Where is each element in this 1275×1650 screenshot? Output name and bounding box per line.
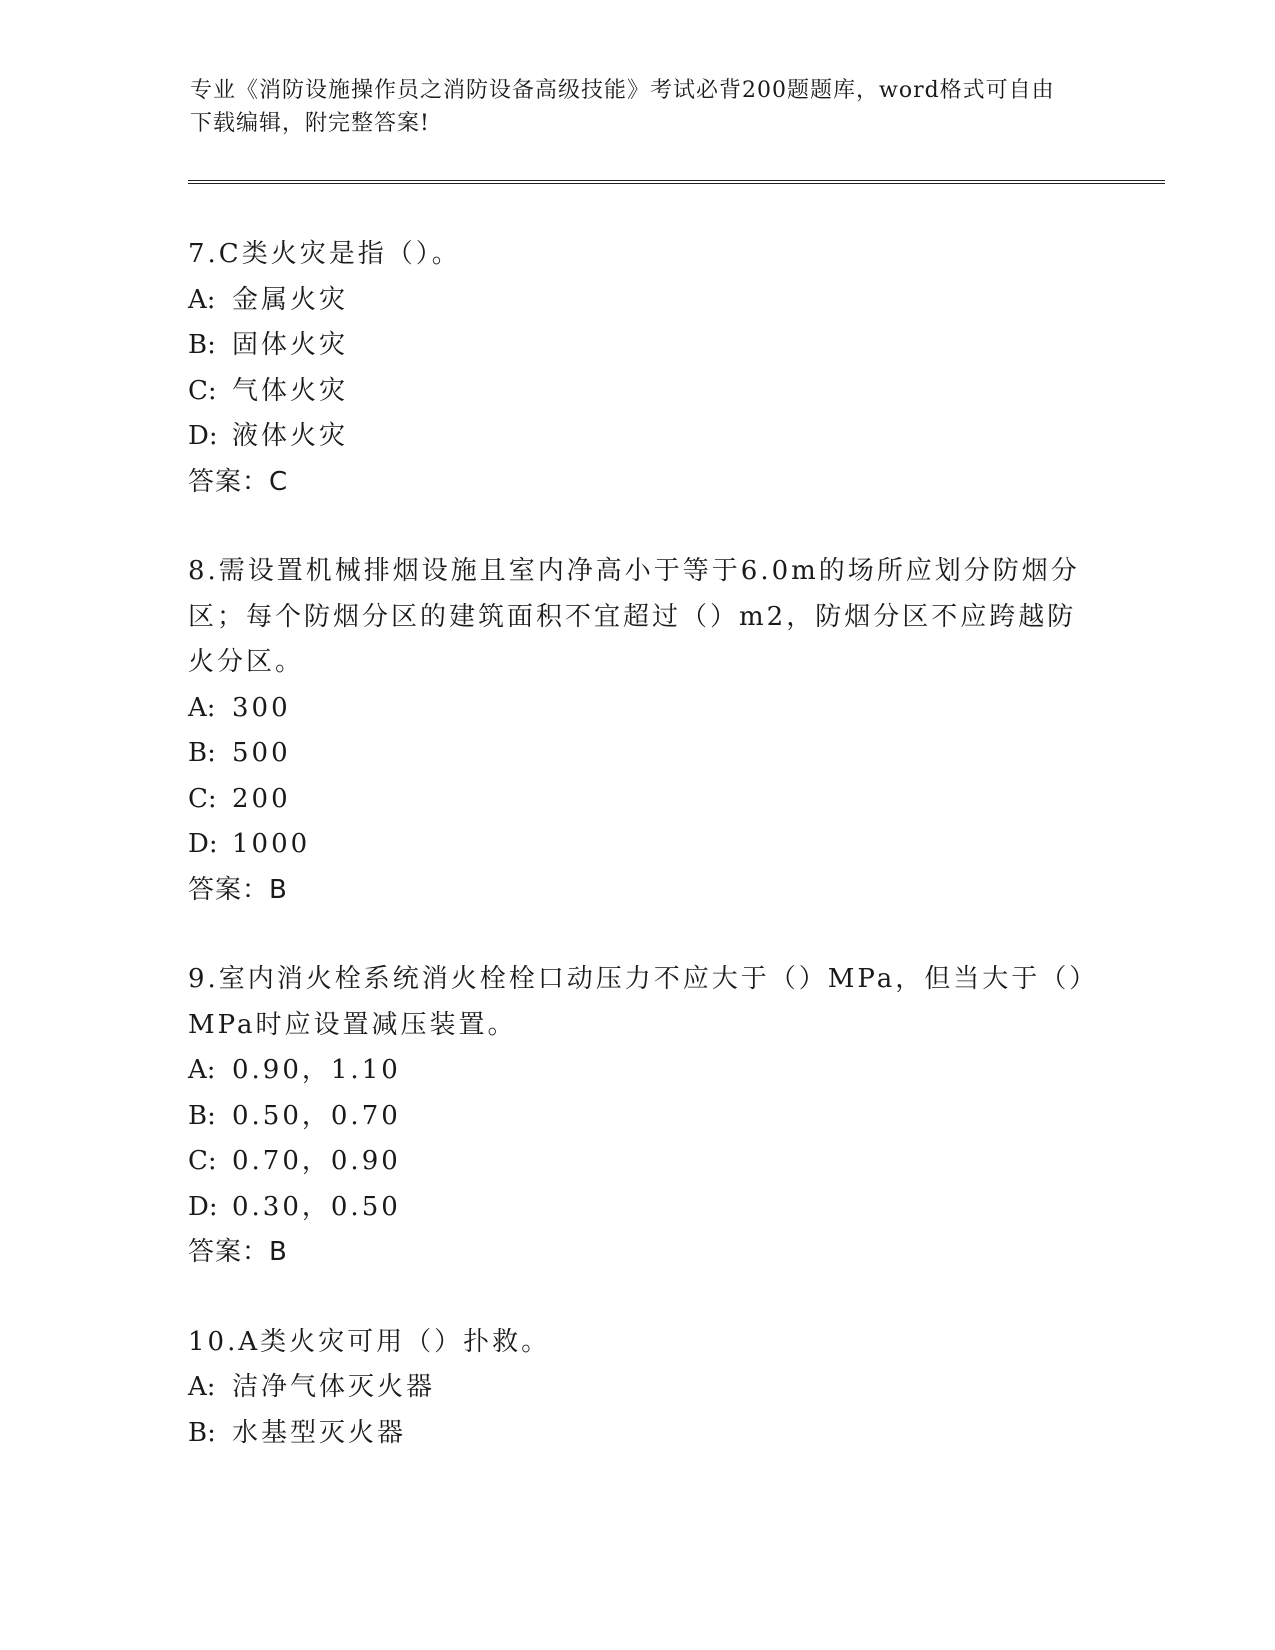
option-text: 0.90，1.10 [232, 1055, 401, 1085]
option-c [188, 369, 1088, 415]
question-7 [188, 232, 1088, 505]
option-letter: C: [188, 375, 217, 406]
option-d [188, 1185, 1088, 1231]
option-a [188, 278, 1088, 324]
option-c [188, 1139, 1088, 1185]
question-stem: 8.需设置机械排烟设施且室内净高小于等于6.0m的场所应划分防烟分区；每个防烟分区的建筑面积不宜超过（）m2，防烟分区不应跨越防火分区。 [188, 556, 1080, 677]
option-letter: B: [188, 1100, 216, 1131]
option-d [188, 822, 1088, 868]
answer-line: 答案：B [188, 874, 288, 905]
option-letter: B: [188, 1417, 216, 1448]
option-text: 0.30，0.50 [232, 1191, 401, 1222]
option-a [188, 1048, 1088, 1094]
option-a [188, 1365, 1088, 1411]
option-text: 洁净气体灭火器 [232, 1372, 436, 1402]
option-letter: D: [188, 829, 218, 859]
option-text: 金属火灾 [232, 284, 349, 315]
option-letter: D: [188, 1191, 218, 1222]
document-header: 专业《消防设施操作员之消防设备高级技能》考试必背200题题库，word格式可自由下载编辑，附完整答案! [190, 78, 1055, 136]
question-stem: 9.室内消火栓系统消火栓栓口动压力不应大于（）MPa，但当大于（）MPa时应设置减压装置。 [188, 964, 1086, 1040]
option-b [188, 731, 1088, 777]
option-d [188, 414, 1088, 460]
option-letter: A: [188, 1055, 216, 1085]
answer-line: 答案：C [188, 466, 289, 497]
question-stem: 10.A类火灾可用（）扑救。 [188, 1326, 551, 1357]
option-letter: A: [188, 284, 216, 315]
option-b [188, 1411, 1088, 1457]
question-stem: 7.C类火灾是指（）。 [188, 239, 461, 269]
option-letter: C: [188, 783, 217, 814]
question-9 [188, 957, 1088, 1276]
option-letter: C: [188, 1146, 217, 1176]
option-text: 1000 [232, 829, 311, 859]
option-text: 300 [232, 692, 291, 723]
question-8 [188, 549, 1088, 913]
option-letter: A: [188, 1372, 216, 1402]
option-letter: A: [188, 692, 216, 723]
option-text: 500 [232, 738, 291, 768]
option-c [188, 777, 1088, 823]
option-text: 气体火灾 [232, 375, 349, 406]
option-b [188, 1094, 1088, 1140]
question-10 [188, 1320, 1088, 1457]
answer-line: 答案：B [188, 1237, 288, 1267]
header-divider [188, 180, 1165, 184]
option-text: 水基型灭火器 [232, 1417, 407, 1448]
option-a [188, 686, 1088, 732]
option-text: 液体火灾 [232, 421, 349, 451]
option-letter: D: [188, 421, 218, 451]
question-list [188, 232, 1088, 1500]
option-letter: B: [188, 330, 216, 360]
option-text: 0.50，0.70 [232, 1100, 401, 1131]
option-b [188, 323, 1088, 369]
option-text: 200 [232, 783, 291, 814]
option-text: 0.70，0.90 [232, 1146, 401, 1176]
option-text: 固体火灾 [232, 330, 349, 360]
option-letter: B: [188, 738, 216, 768]
